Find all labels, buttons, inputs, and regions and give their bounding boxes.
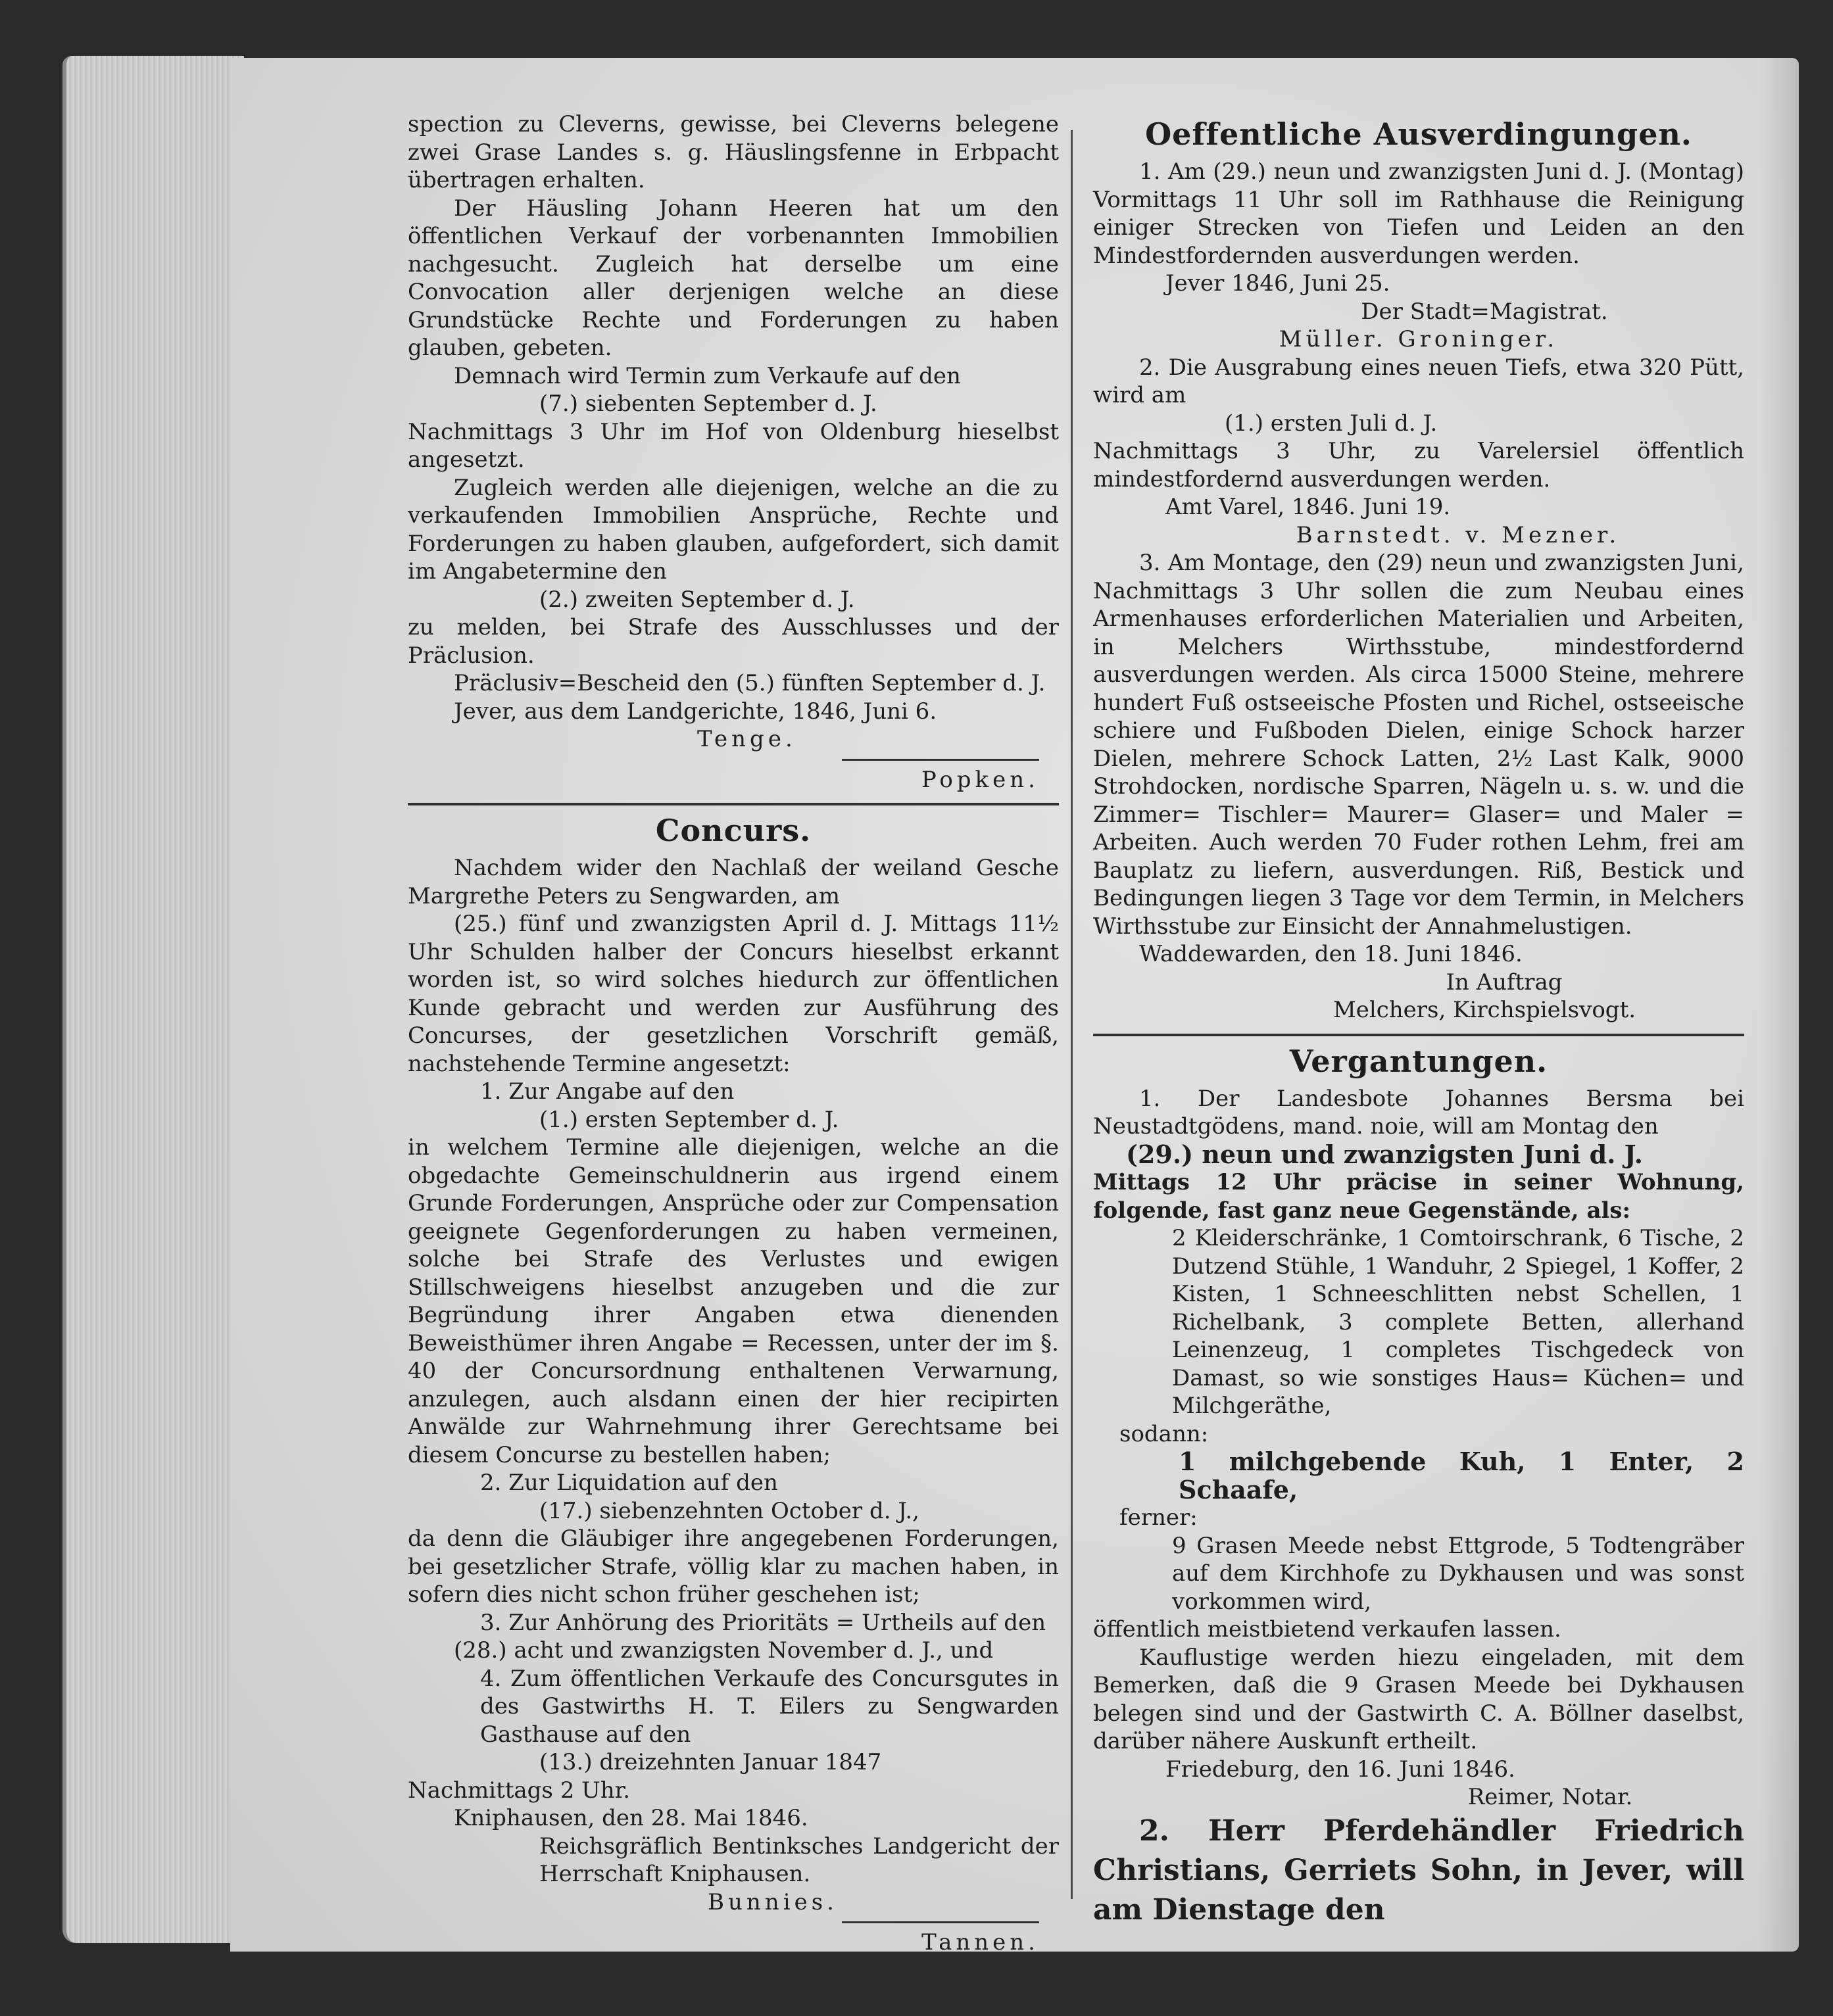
concurs-court: Reichsgräflich Bentinksches Landgericht der Herrschaft Kniphausen. [539,1833,1059,1887]
notice-paragraph: Nachmittags 3 Uhr im Hof von Oldenburg hieselbst angesetzt. [408,418,1059,473]
concurs-date-line: (17.) siebenzehnten October d. J., [539,1497,919,1524]
notice-signature: Popken. [921,766,1039,793]
notice-date-line: (7.) siebenten September d. J. [539,391,877,417]
aus-paragraph: 2. Die Ausgrabung eines neuen Tiefs, etwa 320 Pütt, wird am [1093,354,1744,408]
notice-signature: Tenge. [697,726,796,752]
column-divider [1071,130,1073,1899]
concurs-signature: Bunnies. [708,1888,838,1915]
concurs-item: 3. Zur Anhörung des Prioritäts = Urtheils auf den [480,1609,1046,1636]
section-heading-ausverdingungen: Oeffentliche Ausverdingungen. [1145,116,1692,152]
aus-signatures: Barnstedt. v. Mezner. [1296,521,1621,548]
verg-connector: sodann: [1119,1420,1209,1447]
aus-paragraph: 3. Am Montage, den (29) neun und zwanzigsten Juni, Nachmittags 3 Uhr sollen die zum Neubau eines Armenhauses erforderlichen Materialien und Arbeiten, in Melchers Wirthsstube, mindestfordernd ausverdungen werden. Als circa 15000 Steine, mehrere hundert Fuß ostseeische Pfosten und Richel, ostseeische schiere und Fußboden Dielen, einige Schock harzer Dielen, mehrere Schock Latten, 2½ Last Kalk, 9000 Strohdocken, nordische Sparren, Nägeln u. s. w. und die Zimmer= Tischler= Maurer= Glaser= und Maler = Arbeiten. Auch werden 70 Fuder rothen Lehm, frei am Bauplatz zu liefern, ausverdungen. Riß, Bestick und Bedingungen liegen 3 Tage vor dem Termin, in Melchers Wirthsstube zur Einsicht der Annahmelustigen. [1093,550,1744,940]
book-page-edges [62,56,244,1943]
aus-date-line: (1.) ersten Juli d. J. [1225,410,1438,437]
concurs-time: Nachmittags 2 Uhr. [408,1777,631,1804]
concurs-date-line: (1.) ersten September d. J. [539,1106,839,1133]
aus-place-date: Waddewarden, den 18. Juni 1846. [1139,941,1523,967]
section-divider [408,803,1059,805]
aus-authority: In Auftrag [1446,969,1563,996]
verg-paragraph: 1. Der Landesbote Johannes Bersma bei Neustadtgödens, mand. noie, will am Montag den [1093,1085,1744,1140]
signature-rule [842,1921,1039,1923]
verg-paragraph: Kauflustige werden hiezu eingeladen, mit dem Bemerken, daß die 9 Grasen Meede bei Dykhausen belegen sind und der Gastwirth C. A. Böllner daselbst, darüber nähere Auskunft ertheilt. [1093,1644,1744,1754]
notice-paragraph: Zugleich werden alle diejenigen, welche an die zu verkaufenden Immobilien Ansprüche, Rechte und Forderungen zu haben glauben, aufgefordert, sich damit im Angabetermine den [408,474,1059,585]
verg-date-line: (29.) neun und zwanzigsten Juni d. J. [1126,1139,1643,1169]
aus-authority: Der Stadt=Magistrat. [1361,298,1608,325]
section-heading-vergantungen: Vergantungen. [1289,1043,1548,1079]
concurs-date-line: (13.) dreizehnten Januar 1847 [539,1749,882,1775]
verg-signature: Reimer, Notar. [1467,1784,1633,1810]
aus-place-date: Amt Varel, 1846. Juni 19. [1165,494,1451,520]
concurs-place-date: Kniphausen, den 28. Mai 1846. [454,1805,808,1831]
concurs-signature: Tannen. [921,1929,1039,1956]
concurs-item: 1. Zur Angabe auf den [480,1078,735,1105]
aus-paragraph: 1. Am (29.) neun und zwanzigsten Juni d. J. (Montag) Vormittags 11 Uhr soll im Rathhause die Reinigung einiger Strecken von Tiefen und Leiden an den Mindestfordernden ausverdungen werden. [1093,158,1744,269]
notice-paragraph: zu melden, bei Strafe des Ausschlusses und der Präclusion. [408,614,1059,669]
concurs-paragraph: Nachdem wider den Nachlaß der weiland Gesche Margrethe Peters zu Sengwarden, am [408,855,1059,909]
verg-items-list: 9 Grasen Meede nebst Ettgrode, 5 Todtengräber auf dem Kirchhofe zu Dykhausen und was sonst vorkommen wird, [1172,1532,1744,1615]
aus-signatures: Melchers, Kirchspielsvogt. [1332,997,1636,1023]
verg-items-list: 2 Kleiderschränke, 1 Comtoirschrank, 6 Tische, 2 Dutzend Stühle, 1 Wanduhr, 2 Spiegel, 1 Koffer, 2 Kisten, 1 Schneeschlitten nebst Schellen, 1 Richelbank, 3 complete Betten, allerhand Leinenzeug, 1 completes Tischgedeck von Damast, so wie sonstiges Haus= Küchen= und Milchgeräthe, [1172,1225,1744,1419]
notice-date-line: (2.) zweiten September d. J. [539,586,855,613]
concurs-paragraph: in welchem Termine alle diejenigen, welche an die obgedachte Gemeinschuldnerin aus irgend einem Grunde Forderungen, Ansprüche oder zur Compensation geeignete Gegenforderungen zu haben vermeinen, solche bei Strafe des Verlustes und ewigen Stillschweigens hieselbst anzugeben und die zur Begründung ihrer Angaben etwa dienenden Beweisthümer ihren Angabe = Recessen, unter der im §. 40 der Concursordnung enthaltenen Verwarnung, anzulegen, auch alsdann einen der hier recipirten Anwälde zur Wahrnehmung ihrer Gerechtsame bei diesem Concurse zu bestellen haben; [408,1134,1059,1468]
right-column [1093,110,1744,1930]
concurs-paragraph: da denn die Gläubiger ihre angegebenen Forderungen, bei gesetzlicher Strafe, völlig klar zu machen haben, in sofern dies nicht schon früher geschehen ist; [408,1525,1059,1608]
concurs-item: 2. Zur Liquidation auf den [480,1470,778,1496]
aus-signatures: Müller. Groninger. [1279,326,1559,352]
section-heading-concurs: Concurs. [655,813,812,848]
concurs-item: 4. Zum öffentlichen Verkaufe des Concursgutes in des Gastwirths H. T. Eilers zu Sengwarden Gasthause auf den [480,1665,1059,1748]
notice-place-date: Jever, aus dem Landgerichte, 1846, Juni 6. [454,698,937,725]
notice-paragraph: Präclusiv=Bescheid den (5.) fünften September d. J. [454,670,1046,696]
verg-paragraph-large: 2. Herr Pferdehändler Friedrich Christians, Gerriets Sohn, in Jever, will am Dienstage den [1093,1813,1744,1927]
left-column [408,110,1059,1957]
verg-paragraph: öffentlich meistbietend verkaufen lassen. [1093,1616,1561,1643]
notice-paragraph: Demnach wird Termin zum Verkaufe auf den [454,362,961,389]
section-divider [1093,1034,1744,1036]
aus-paragraph: Nachmittags 3 Uhr, zu Varelersiel öffentlich mindestfordernd ausverdungen werden. [1093,438,1744,492]
verg-livestock: 1 milchgebende Kuh, 1 Enter, 2 Schaafe, [1179,1447,1744,1504]
newspaper-page [230,58,1799,1956]
verg-place-date: Friedeburg, den 16. Juni 1846. [1165,1756,1515,1783]
notice-paragraph: Der Häusling Johann Heeren hat um den öffentlichen Verkauf der vorbenannten Immobilien nachgesucht. Zugleich hat derselbe um eine Convocation aller derjenigen welche an diese Grundstücke Rechte und Forderungen zu haben glauben, gebeten. [408,195,1059,361]
verg-paragraph: Mittags 12 Uhr präcise in seiner Wohnung, folgende, fast ganz neue Gegenstände, als: [1093,1169,1744,1224]
concurs-paragraph: (25.) fünf und zwanzigsten April d. J. Mittags 11½ Uhr Schulden halber der Concurs hieselbst erkannt worden ist, so wird solches hiedurch zur öffentlichen Kunde gebracht und werden zur Ausführung des Concurses, der gesetzlichen Vorschrift gemäß, nachstehende Termine angesetzt: [408,911,1059,1077]
aus-place-date: Jever 1846, Juni 25. [1165,270,1390,297]
concurs-date-line: (28.) acht und zwanzigsten November d. J., und [454,1637,994,1664]
verg-connector: ferner: [1119,1504,1198,1531]
signature-rule [842,759,1039,761]
notice-paragraph: spection zu Cleverns, gewisse, bei Cleverns belegene zwei Grase Landes s. g. Häuslingsfenne in Erbpacht übertragen erhalten. [408,111,1059,193]
page-shadow [1759,58,1799,1952]
